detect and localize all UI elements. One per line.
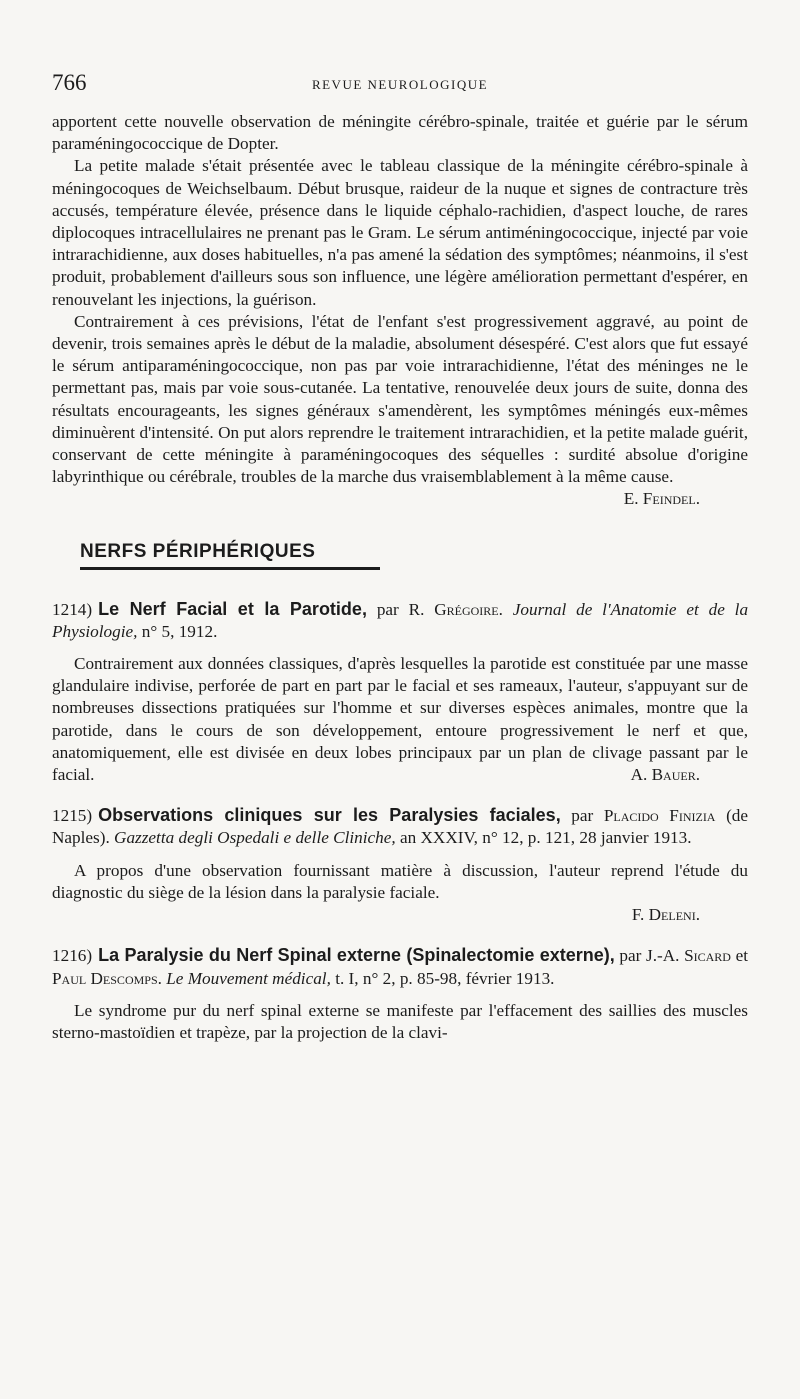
intro-paragraph-3 — [52, 311, 748, 509]
page-header — [52, 70, 748, 100]
intro-paragraph-3-text: Contrairement à ces prévisions, l'état de l'enfant s'est progressivement aggravé, au point de devenir, trois semaines après le début de la maladie, absolument désespéré. C'est alors que fut essayé le sérum antiparaméningococcique, non pas par voie intrarachidienne, l'état des méninges ne le permettant pas, mais par voie sous-cutanée. La tentative, renouvelée deux jours de suite, donna des résultats encourageants, les signes généraux s'amendèrent, les symptômes méningés eux-mêmes diminuèrent d'intensité. On put alors reprendre le traitement intrarachidien, et la petite malade guérit, conservant de cette méningite à paraméningocoques des séquelles : surdité absolue d'origine labyrinthique ou cérébrale, troubles de la marche dus vraisemblablement à la même cause. — [52, 311, 748, 487]
entry-signature: A. Bauer. — [630, 765, 700, 785]
entry-number: 1214) — [52, 599, 93, 619]
entry-authors: J.-A. Sicard — [646, 946, 731, 966]
entry-ref: n° 5, 1912. — [141, 621, 218, 641]
entry-1215-body: A propos d'une observation fournissant matière à discussion, l'auteur reprend l'étude du diagnostic du siège de la lésion dans la paralysie faciale. — [52, 860, 748, 902]
entry-journal: Le Mouvement médical, — [166, 968, 331, 988]
entry-by: par — [571, 806, 594, 826]
entry-by: par — [619, 946, 642, 966]
intro-paragraph-1: apportent cette nouvelle observation de méningite cérébro-spinale, traitée et guérie par le sérum paraméningococcique de Dopter. — [52, 112, 748, 154]
entry-place: (de Naples). — [52, 806, 749, 848]
entry-journal: Gazzetta degli Ospedali e delle Cliniche, — [114, 828, 396, 848]
entry-title: Observations cliniques sur les Paralysies faciales, — [98, 805, 561, 826]
entry-number: 1215) — [52, 806, 93, 826]
entry-1216-body: Le syndrome pur du nerf spinal externe se manifeste par l'effacement des saillies des muscles sterno-mastoïdien et trapèze, par la projection de la clavi- — [52, 1000, 748, 1042]
entry-title: La Paralysie du Nerf Spinal externe (Spinalectomie externe), — [98, 945, 615, 966]
entry-authors: R. Grégoire. — [408, 599, 503, 619]
entry-title: Le Nerf Facial et la Parotide, — [98, 598, 367, 619]
entry-by: par — [376, 599, 399, 619]
intro-paragraph-2: La petite malade s'était présentée avec le tableau classique de la méningite cérébro-spinale à méningocoques de Weichselbaum. Début brusque, raideur de la nuque et signes de contracture très accusés, température élevée, présence dans le liquide céphalo-rachidien, d'aspect louche, de rares diplocoques intracellulaires ne prenant pas le Gram. Le sérum antiméningococcique, injecté par voie intrarachidienne, aux doses habituelles, n'a pas amené la sédation des symptômes; néanmoins, il s'est produit, probablement d'ailleurs sous son influence, une légère amélioration permettant d'espérer, en renouvelant les injections, la guérison. — [52, 156, 748, 309]
section-title: NERFS PÉRIPHÉRIQUES — [80, 541, 380, 569]
entry-body: Contrairement aux données classiques, d'après lesquelles la parotide est constituée par une masse glandulaire indivise, perforée de part en part par le facial et ses rameaux, l'auteur, s'appuyant sur de nombreuses dissections pratiquées sur l'homme et sur diverses espèces animales, montre que la parotide, dans le cours de son développement, entoure progressivement le nerf et que, anatomiquement, elle est divisée en deux lobes principaux par un plan de clivage passant par le facial. — [52, 654, 748, 785]
entry-number: 1216) — [52, 946, 93, 966]
entry-authors: Placido Finizia — [603, 806, 716, 826]
entry-ref: t. I, n° 2, p. 85-98, février 1913. — [335, 968, 555, 988]
entry-1214-body — [52, 653, 748, 786]
page-number: 766 — [52, 70, 87, 95]
entry-1215-heading — [52, 804, 748, 849]
body-text — [52, 111, 748, 1044]
entry-ref: an XXXIV, n° 12, p. 121, 28 janvier 1913. — [399, 828, 692, 848]
entry-signature: F. Deleni. — [631, 905, 700, 925]
entry-and: et — [735, 946, 749, 966]
entry-authors-2: Paul Descomps. — [52, 968, 162, 988]
entry-1216-heading — [52, 944, 748, 989]
intro-signature: E. Feindel. — [623, 489, 700, 509]
running-head: REVUE NEUROLOGIQUE — [311, 77, 489, 92]
entry-1214-heading — [52, 598, 748, 643]
entry-journal: Journal de l'Anatomie et de la Physiologie, — [52, 599, 749, 641]
